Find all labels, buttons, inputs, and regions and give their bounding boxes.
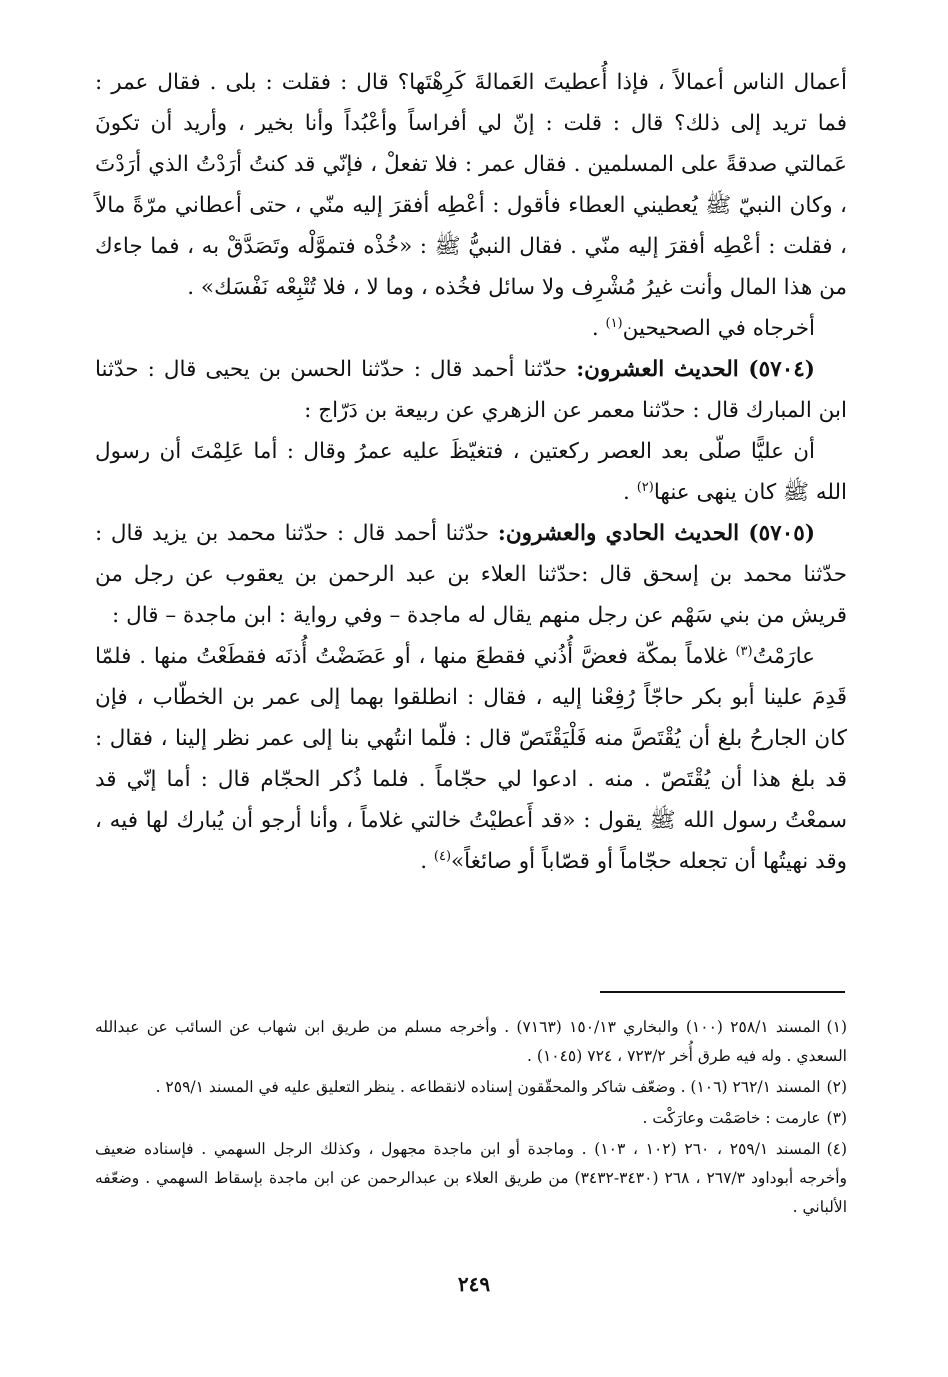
footnote-ref-1[interactable]: (١) [605,315,623,331]
footnote-4 [95,1135,847,1222]
isnad-text: حدّثنا أحمد قال : حدّثنا الحسن بن يحيى قال : حدّثنا ابن المبارك قال : حدّثنا معمر عن الزهري عن ربيعة بن دَرّاج : [95,357,847,423]
paragraph-text: عارَمْتُ [752,644,815,669]
footnote-2 [95,1073,847,1102]
footnote-divider [600,991,845,993]
footnote-number: (٣) [826,1109,847,1127]
paragraph-text: أخرجاه في الصحيحين [622,316,815,341]
hadith-5705-header [95,513,847,636]
footnote-number: (١) [826,1018,847,1036]
main-text-block [95,62,847,882]
paragraph-continuation [95,62,847,308]
footnote-number: (٢) [826,1078,847,1096]
paragraph-tail: . [591,316,606,341]
footnote-ref-2[interactable]: (٢) [636,479,654,495]
footnotes-block [95,1013,847,1224]
footnote-number: (٤) [826,1140,848,1158]
paragraph-text: أعمال الناس أعمالاً ، فإذا أُعطيتَ العَمالةَ كَرِهْتَها؟ قال : فقلت : بلى . فقال عمر : فما تريد إلى ذلك؟ قال : قلت : إنّ لي أفراساً وأعْبُداً وأنا بخير ، وأريد أن تكونَ عَمالتي صدقةً على المسلمين . فقال عمر : فلا تفعلْ ، فإنّي قد كنتُ أرَدْتُ الذي أرَدْتَ ، وكان النبيّ ﷺ يُعطيني العطاء فأقول : أعْطِه أفقرَ إليه منّي ، حتى أعطاني مرّةً مالاً ، فقلت : أعْطِه أفقرَ إليه منّي . فقال النبيُّ ﷺ : «خُذْه فتموَّلْه وتَصَدَّقْ به ، فما جاءك من هذا المال وأنت غيرُ مُشْرِف ولا سائل فخُذه ، وما لا ، فلا تُتْبِعْه نَفْسَك» . [95,70,847,300]
hadith-title: (٥٧٠٥) الحديث الحادي والعشرون: [497,521,815,546]
paragraph-tail: غلاماً بمكّة فعضَّ أُذُني فقطعَ منها ، أو عَضَضْتُ أُذنَه فقطَعْتُ منها . فلمّا قَدِمَ علينا أبو بكر حاجّاً رُفِعْنا إليه ، فقال : انطلقوا بهما إلى عمر بن الخطّاب ، فإن كان الجارحُ بلغ أن يُقْتَصَّ منه فَلْيَقْتَصّ قال : فلّما انتُهي بنا إلى عمر نظر إلينا ، فقال : قد بلغ هذا أن يُقْتَصّ . منه . ادعوا لي حجّاماً . فلما ذُكر الحجّام قال : أما إنّي قد سمعْتُ رسول الله ﷺ يقول : «قد أَعطيْتُ خالتي غلاماً ، وأنا أرجو أن يُبارك لها فيه ، وقد نهيتُها أن تجعله حجّاماً أو قصّاباً أو صائغاً» [95,644,847,874]
hadith-title: (٥٧٠٤) الحديث العشرون: [576,357,815,382]
isnad-text: حدّثنا أحمد قال : حدّثنا محمد بن يزيد قال : حدّثنا محمد بن إسحق قال :حدّثنا العلاء بن عبد الرحمن بن يعقوب عن رجل من قريش من بني سَهْم عن رجل منهم يقال له ماجدة – وفي رواية : ابن ماجدة – قال : [95,521,847,628]
footnote-ref-4[interactable]: (٤) [433,848,452,864]
paragraph-tail: . [623,480,637,505]
footnote-text: عارمت : خاصَمْت وعارَكْت . [642,1109,821,1127]
hadith-5704-header [95,349,847,431]
hadith-5705-matn [95,636,847,882]
footnote-ref-3[interactable]: (٣) [735,643,753,659]
footnote-text: المسند ٢٦٢/١ (١٠٦) . وضعّف شاكر والمحقّقون إسناده لانقطاعه . ينظر التعليق عليه في المسند ٢٥٩/١ . [155,1078,821,1096]
paragraph-takhrij [95,308,847,349]
paragraph-text: أن عليًّا صلّى بعد العصر ركعتين ، فتغيّظَ عليه عمرُ وقال : أما عَلِمْتَ أن رسول الله ﷺ كان ينهى عنها [95,439,847,505]
paragraph-tail-end: . [420,849,434,874]
hadith-5704-matn [95,431,847,513]
footnote-text: المسند ٢٥٨/١ (١٠٠) والبخاري ١٥٠/١٣ (٧١٦٣) . وأخرجه مسلم من طريق ابن شهاب عن السائب عن عبدالله السعدي . وله فيه طرق أُخر ٧٢٣/٢ ، ٧٢٤ (١٠٤٥) . [95,1018,847,1065]
page-number: ٢٤٩ [457,1272,491,1296]
footnote-text: المسند ٢٥٩/١ ، ٢٦٠ (١٠٢ ، ١٠٣) . وماجدة أو ابن ماجدة مجهول ، وكذلك الرجل السهمي . فإسناده ضعيف وأخرجه أبوداود ٢٦٧/٣ ، ٢٦٨ (٣٤٣٠-٣٤٣٢) من طريق العلاء بن عبدالرحمن عن ابن ماجدة بإسقاط السهمي . وضعّفه الألباني . [95,1140,847,1216]
footnote-3 [95,1104,847,1133]
footnote-1 [95,1013,847,1071]
